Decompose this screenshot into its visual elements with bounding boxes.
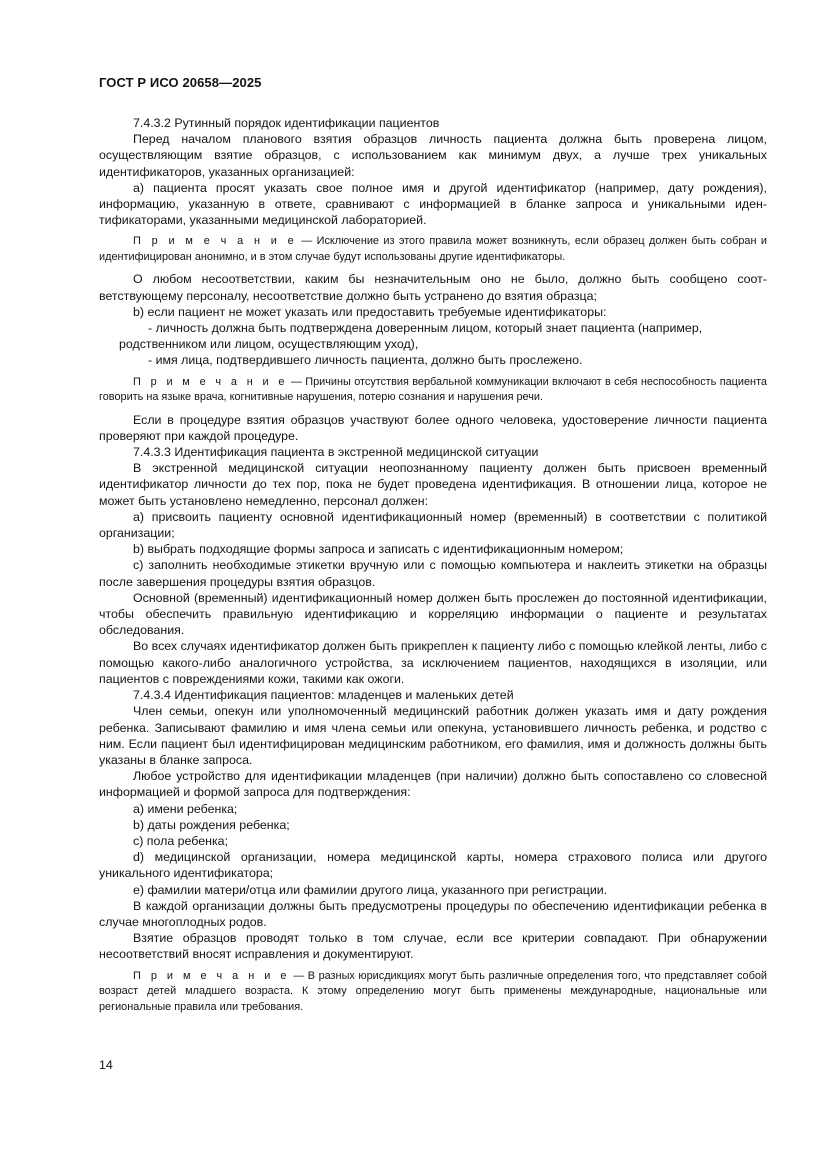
document-header: ГОСТ Р ИСО 20658—2025 bbox=[99, 75, 262, 90]
body-paragraph: Основной (временный) идентификационный номер должен быть прослежен до постоянной идентификации, чтобы обеспечить правильную идентификацию и корреляцию информации о пациенте и результатах обследования. bbox=[99, 590, 767, 638]
body-paragraph: a) присвоить пациенту основной идентификационный номер (временный) в соответствии с политикой организации; bbox=[99, 509, 767, 541]
body-paragraph: Если в процедуре взятия образцов участвуют более одного человека, удостоверение личности пациента проверяют при каждой процедуре. bbox=[99, 412, 767, 443]
body-paragraph: Взятие образцов проводят только в том случае, если все критерии совпадают. При обнаружении несоответствий вносят исправления и документируют. bbox=[99, 931, 767, 962]
page-number: 14 bbox=[99, 1058, 113, 1072]
body-paragraph: e) фамилии матери/отца или фамилии другого лица, указанного при регистрации. bbox=[133, 882, 608, 897]
body-paragraph: В каждой организации должны быть предусмотрены процедуры по обеспечению идентификации ребенка в случае многоплодных родов. bbox=[99, 898, 767, 929]
body-paragraph: Во всех случаях идентификатор должен быть прикреплен к пациенту либо с помощью клейкой ленты, либо с помощью какого-либо аналогичного устройства, за исключением пациентов, находящихся в изоляции, или пациентов с повреждениями кожи, такими как ожоги. bbox=[99, 639, 767, 686]
body-paragraph: b) выбрать подходящие формы запроса и записать с идентификационным номером; bbox=[133, 542, 624, 557]
body-paragraph: - имя лица, подтвердившего личность пациента, должно быть прослежено. bbox=[148, 353, 583, 368]
note-paragraph bbox=[99, 234, 767, 265]
note-paragraph bbox=[99, 969, 767, 1016]
section-heading: 7.4.3.2 Рутинный порядок идентификации пациентов bbox=[133, 116, 440, 130]
section-heading: 7.4.3.4 Идентификация пациентов: младенцев и маленьких детей bbox=[133, 688, 514, 703]
body-paragraph: Любое устройство для идентификации младенцев (при наличии) должно быть сопоставлено со словесной информацией и формой запроса для подтверждения: bbox=[99, 769, 767, 800]
body-paragraph: a) пациента просят указать свое полное имя и другой идентификатор (например, дату рождения), информацию, указанную в ответе, сравнивают с информацией в бланке запроса и уникальными идентификаторами, указанными медицинской лабораторией. bbox=[99, 180, 767, 228]
body-paragraph: - личность должна быть подтверждена доверенным лицом, который знает пациента (например, bbox=[148, 321, 703, 336]
note-paragraph bbox=[99, 375, 767, 406]
body-paragraph: В экстренной медицинской ситуации неопознанному пациенту должен быть присвоен временный идентификатор личности до тех пор, пока не будет проведена идентификация. В отношении лица, которое не может быть установлено немедленно, персонал должен: bbox=[99, 461, 767, 508]
body-paragraph: c) заполнить необходимые этикетки вручную или с помощью компьютера и наклеить этикетки на образцы после завершения процедуры взятия образцов. bbox=[99, 558, 767, 589]
section-heading: 7.4.3.3 Идентификация пациента в экстренной медицинской ситуации bbox=[133, 445, 539, 460]
document-body bbox=[99, 115, 767, 1021]
note-text: — В разных юрисдикциях могут быть различные определения того, что представляет собой возраст детей младшего возраста. К этому определению могут быть применены международные, национальные или региональные правила или требования. bbox=[99, 969, 767, 1013]
note-label: П р и м е ч а н и е bbox=[133, 375, 288, 388]
body-paragraph: d) медицинской организации, номера медицинской карты, номера страхового полиса или другого уникального идентификатора; bbox=[99, 850, 767, 881]
note-label: П р и м е ч а н и е bbox=[133, 969, 290, 982]
note-text: — Исключение из этого правила может возникнуть, если образец должен быть собран и идентифицирован анонимно, и в этом случае будут использованы другие идентификаторы. bbox=[99, 235, 767, 263]
body-paragraph: О любом несоответствии, каким бы незначительным оно не было, должно быть сообщено соответствующему персоналу, несоответствие должно быть устранено до взятия образца; bbox=[99, 272, 767, 303]
note-label: П р и м е ч а н и е bbox=[133, 235, 297, 248]
body-paragraph: Перед началом планового взятия образцов личность пациента должна быть проверена лицом, осуществляющим взятие образцов, с использованием как минимум двух, а лучше трех уникальных идентификаторов, указанных организацией: bbox=[99, 132, 767, 179]
body-paragraph: a) имени ребенка; bbox=[133, 801, 238, 816]
body-paragraph: c) пола ребенка; bbox=[133, 833, 229, 848]
body-paragraph: b) если пациент не может указать или предоставить требуемые идентификаторы: bbox=[133, 304, 607, 319]
body-paragraph: b) даты рождения ребенка; bbox=[133, 817, 290, 832]
body-paragraph: Член семьи, опекун или уполномоченный медицинский работник должен указать имя и дату рождения ребенка. Записывают фамилию и имя члена семьи или опекуна, установившего личность ребенка, и родство с ним. Если пациент был идентифицирован медицинским работником, его фамилия, имя и должность должны быть указаны в бланке запроса. bbox=[99, 704, 767, 767]
body-paragraph: родственником или лицом, осуществляющим уход), bbox=[119, 337, 419, 352]
note-text: — Причины отсутствия вербальной коммуникации включают в себя неспособность пациента говорить на языке врача, когнитивные нарушения, потерю сознания и нарушения речи. bbox=[99, 375, 767, 404]
